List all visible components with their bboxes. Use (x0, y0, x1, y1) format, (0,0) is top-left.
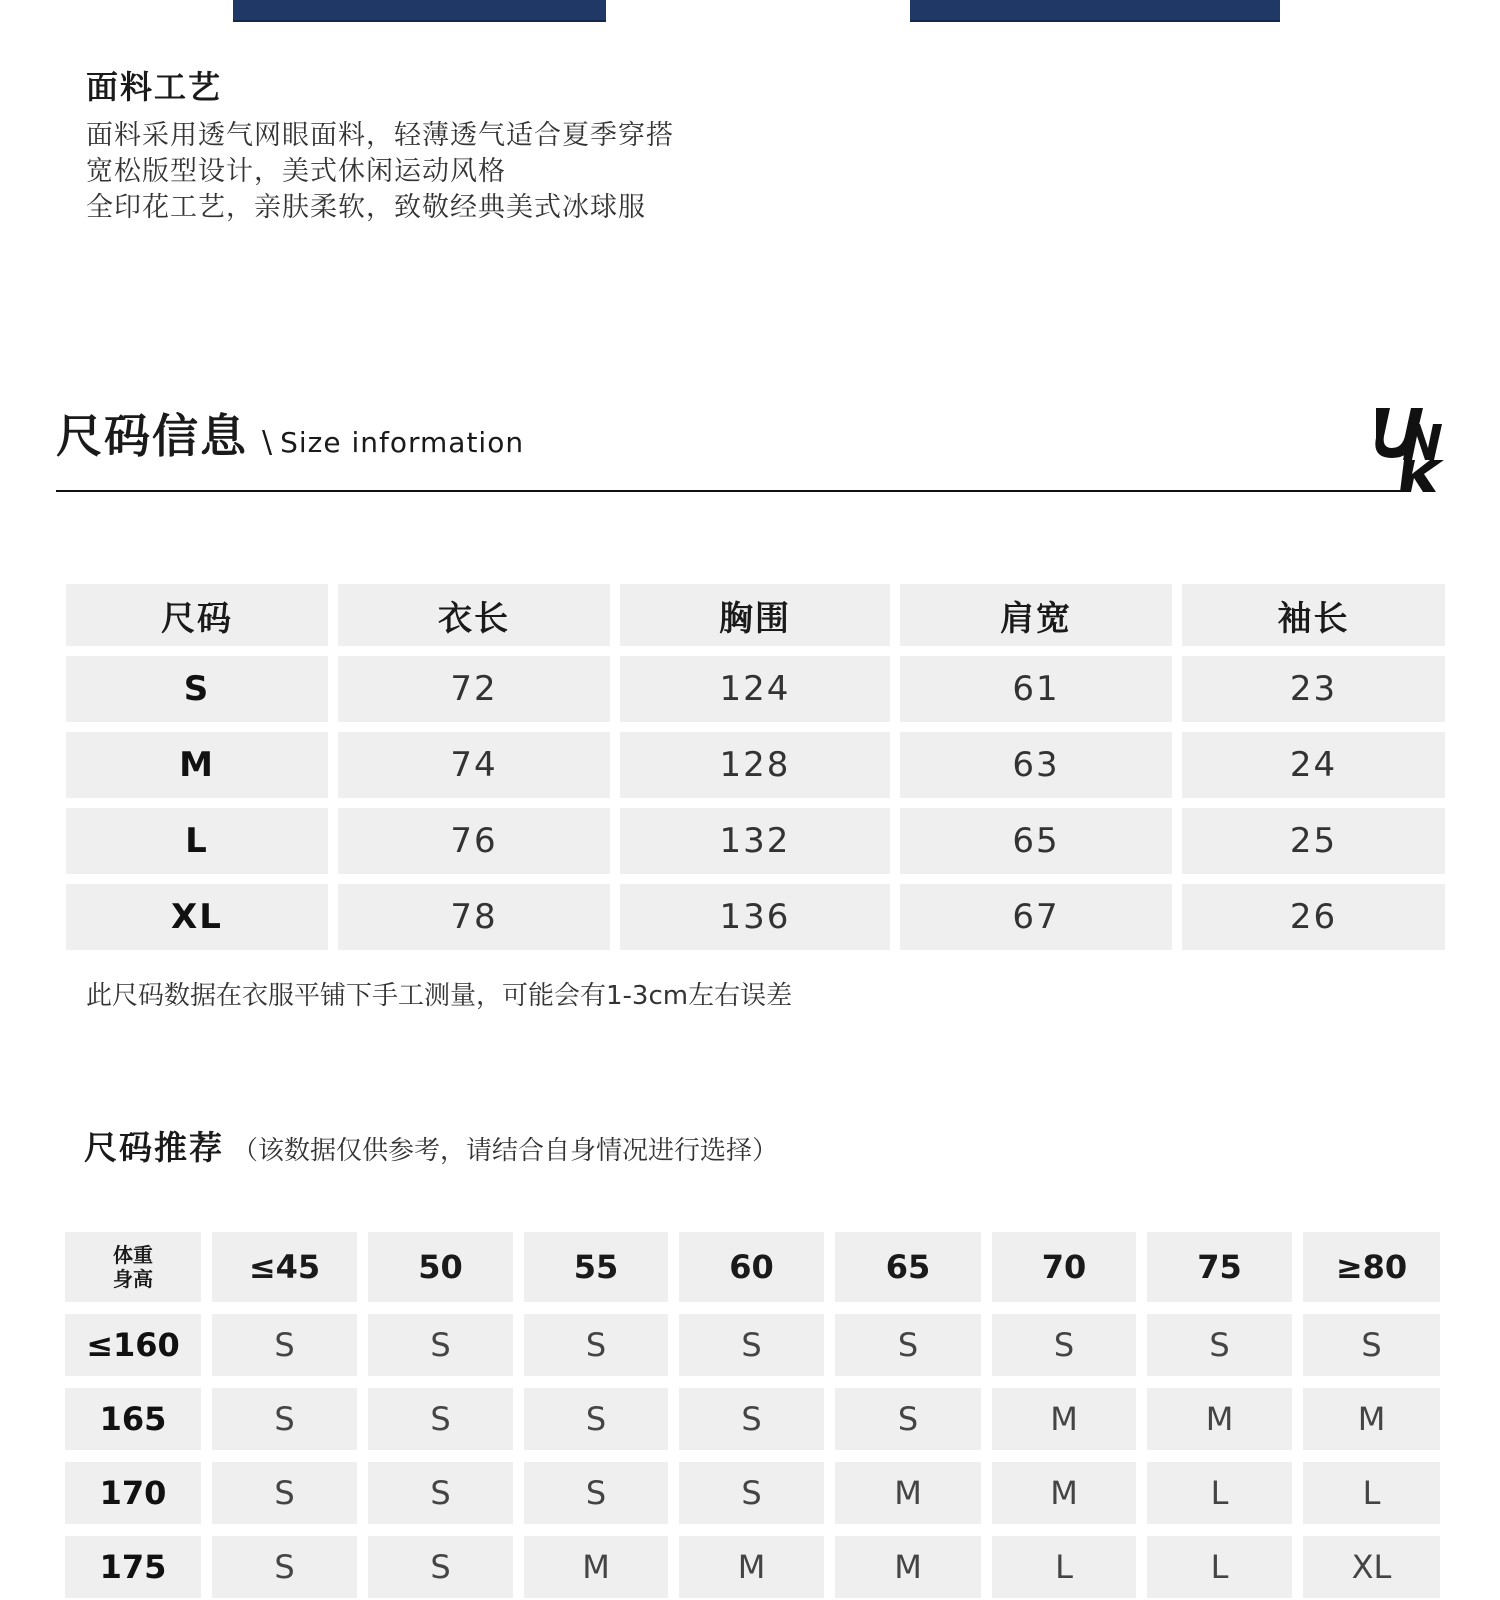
size-cell: S (368, 1536, 513, 1598)
size-table-header (66, 584, 1445, 646)
fabric-line: 全印花工艺，亲肤柔软，致敬经典美式冰球服 (86, 192, 646, 223)
table-cell: 124 (620, 656, 890, 722)
size-cell: S (524, 1388, 668, 1450)
size-label-cell: S (66, 656, 328, 722)
size-cell: M (835, 1462, 981, 1524)
fabric-line: 面料采用透气网眼面料，轻薄透气适合夏季穿搭 (86, 120, 674, 151)
weight-header-cell: ≤45 (212, 1232, 357, 1302)
table-row (65, 1536, 1440, 1598)
table-cell: 128 (620, 732, 890, 798)
recommend-table (65, 1232, 1440, 1600)
size-cell: S (212, 1314, 357, 1376)
table-row (66, 884, 1445, 950)
size-cell: S (524, 1462, 668, 1524)
size-cell: L (992, 1536, 1136, 1598)
size-cell: S (524, 1314, 668, 1376)
size-cell: S (1303, 1314, 1440, 1376)
header-cell: 袖长 (1182, 584, 1445, 646)
recommend-header (84, 1122, 778, 1169)
header-cell: 肩宽 (900, 584, 1172, 646)
header-cell: 胸围 (620, 584, 890, 646)
size-cell: L (1147, 1462, 1292, 1524)
table-row (65, 1388, 1440, 1450)
size-cell: S (1147, 1314, 1292, 1376)
size-cell: M (1303, 1388, 1440, 1450)
weight-header-cell: 70 (992, 1232, 1136, 1302)
size-table (66, 584, 1445, 960)
header-cell: 尺码 (66, 584, 328, 646)
weight-header-cell: 50 (368, 1232, 513, 1302)
height-cell: 170 (65, 1462, 201, 1524)
fabric-line: 宽松版型设计，美式休闲运动风格 (86, 156, 506, 187)
table-cell: 65 (900, 808, 1172, 874)
height-cell: ≤160 (65, 1314, 201, 1376)
size-cell: S (992, 1314, 1136, 1376)
corner-cell (65, 1232, 201, 1302)
title-separator: \ (262, 425, 273, 460)
weight-header-cell: ≥80 (1303, 1232, 1440, 1302)
table-cell: 23 (1182, 656, 1445, 722)
size-info-title: 尺码信息 (56, 409, 248, 463)
size-cell: M (1147, 1388, 1292, 1450)
size-cell: L (1147, 1536, 1292, 1598)
table-cell: 72 (338, 656, 610, 722)
fabric-description (86, 118, 674, 226)
size-label-cell: L (66, 808, 328, 874)
table-row (65, 1314, 1440, 1376)
recommend-title: 尺码推荐 (84, 1128, 224, 1167)
unk-monogram-logo-icon (1370, 402, 1452, 494)
weight-header-cell: 60 (679, 1232, 824, 1302)
table-cell: 76 (338, 808, 610, 874)
size-cell: M (992, 1388, 1136, 1450)
height-cell: 175 (65, 1536, 201, 1598)
size-label-cell: XL (66, 884, 328, 950)
size-info-header (56, 400, 524, 466)
size-cell: M (524, 1536, 668, 1598)
size-cell: S (835, 1314, 981, 1376)
size-cell: S (679, 1462, 824, 1524)
height-axis-label: 身高 (113, 1267, 153, 1291)
size-cell: L (1303, 1462, 1440, 1524)
table-cell: 24 (1182, 732, 1445, 798)
height-cell: 165 (65, 1388, 201, 1450)
size-cell: M (992, 1462, 1136, 1524)
header-divider (56, 490, 1403, 492)
measurement-note: 此尺码数据在衣服平铺下手工测量，可能会有1-3cm左右误差 (86, 981, 793, 1011)
table-cell: 25 (1182, 808, 1445, 874)
table-cell: 74 (338, 732, 610, 798)
table-cell: 26 (1182, 884, 1445, 950)
size-cell: S (212, 1388, 357, 1450)
size-cell: S (368, 1388, 513, 1450)
size-cell: S (835, 1388, 981, 1450)
size-cell: S (679, 1314, 824, 1376)
weight-header-cell: 75 (1147, 1232, 1292, 1302)
table-cell: 67 (900, 884, 1172, 950)
table-row (66, 656, 1445, 722)
weight-header-cell: 65 (835, 1232, 981, 1302)
size-cell: M (679, 1536, 824, 1598)
size-cell: S (368, 1462, 513, 1524)
table-cell: 63 (900, 732, 1172, 798)
size-info-title-en: Size information (280, 426, 525, 459)
header-cell: 衣长 (338, 584, 610, 646)
table-cell: 61 (900, 656, 1172, 722)
recommend-note: （该数据仅供参考，请结合自身情况进行选择） (232, 1136, 779, 1166)
table-cell: 136 (620, 884, 890, 950)
size-cell: S (679, 1388, 824, 1450)
size-cell: S (212, 1536, 357, 1598)
fabric-title: 面料工艺 (86, 68, 223, 106)
table-cell: 132 (620, 808, 890, 874)
size-cell: S (212, 1462, 357, 1524)
garment-photo-left (233, 0, 606, 22)
table-row (66, 808, 1445, 874)
garment-photo-right (910, 0, 1280, 22)
size-cell: XL (1303, 1536, 1440, 1598)
recommend-header-row (65, 1232, 1440, 1302)
size-cell: S (368, 1314, 513, 1376)
table-row (65, 1462, 1440, 1524)
weight-axis-label: 体重 (113, 1243, 153, 1267)
table-row (66, 732, 1445, 798)
weight-header-cell: 55 (524, 1232, 668, 1302)
size-cell: M (835, 1536, 981, 1598)
table-cell: 78 (338, 884, 610, 950)
size-label-cell: M (66, 732, 328, 798)
